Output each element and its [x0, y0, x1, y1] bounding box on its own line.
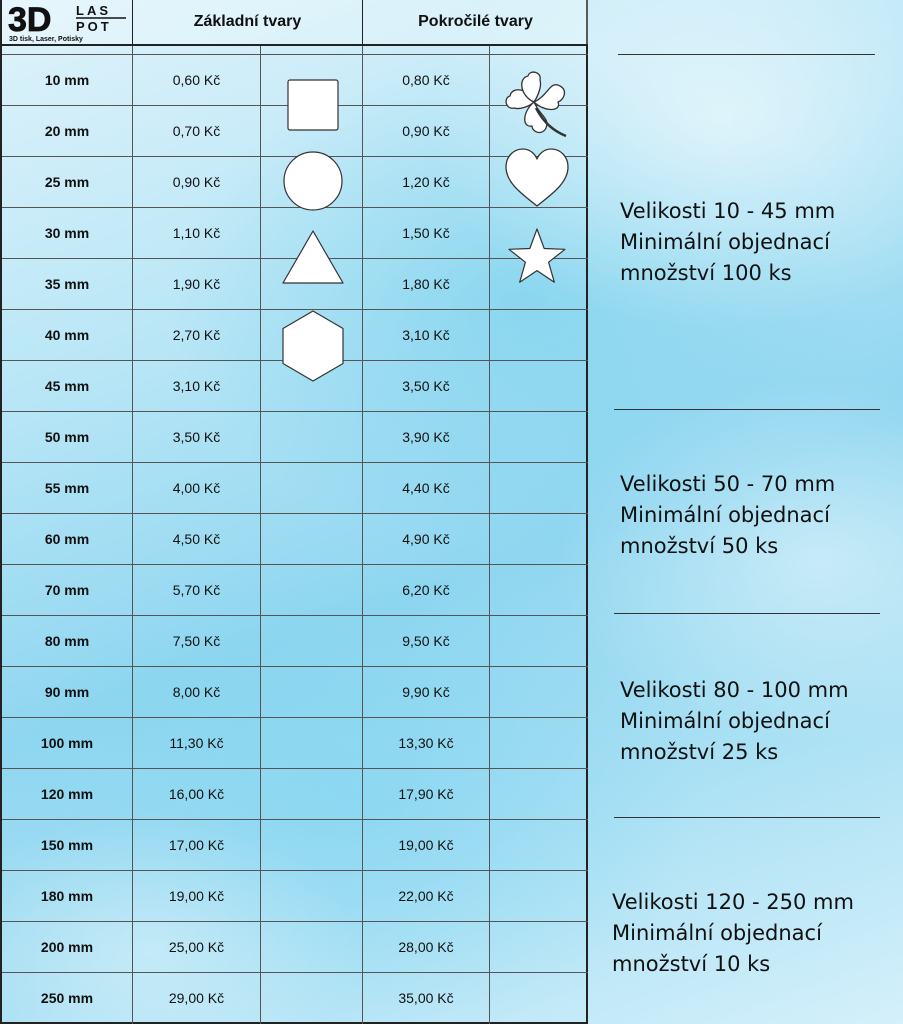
basic-price-cell: 8,00 Kč — [172, 684, 221, 700]
triangle-icon — [280, 228, 346, 286]
divider — [489, 46, 490, 1024]
basic-price-cell: 1,10 Kč — [172, 225, 221, 241]
basic-price-cell: 3,50 Kč — [172, 429, 221, 445]
info-min-order-label: Minimální objednací — [620, 709, 830, 733]
size-cell: 60 mm — [44, 531, 90, 547]
table-row — [2, 870, 588, 921]
separator-line — [614, 613, 880, 614]
info-sizes: Velikosti 80 - 100 mm — [620, 678, 849, 702]
separator-line — [614, 409, 880, 410]
info-min-quantity: množství 25 ks — [620, 740, 779, 764]
advanced-price-cell: 9,50 Kč — [402, 633, 450, 649]
size-cell: 180 mm — [40, 888, 94, 904]
size-cell: 90 mm — [44, 684, 90, 700]
size-cell: 40 mm — [44, 327, 90, 343]
info-block-1 — [620, 196, 835, 289]
basic-price-cell: 7,50 Kč — [172, 633, 221, 649]
advanced-price-cell: 0,80 Kč — [402, 72, 450, 88]
info-block-3 — [620, 675, 849, 768]
logo-top: LAS — [76, 3, 111, 18]
basic-price-cell: 29,00 Kč — [168, 990, 225, 1006]
advanced-price-cell: 13,30 Kč — [398, 735, 454, 751]
size-cell: 120 mm — [40, 786, 94, 802]
logo-tagline: 3D tisk, Laser, Potisky — [9, 36, 83, 43]
advanced-price-cell: 0,90 Kč — [402, 123, 450, 139]
info-min-quantity: množství 50 ks — [620, 534, 779, 558]
size-cell: 70 mm — [44, 582, 90, 598]
logo-main: 3D — [8, 2, 52, 39]
info-block-2 — [620, 469, 835, 562]
table-row — [2, 972, 588, 1023]
size-cell: 80 mm — [44, 633, 90, 649]
advanced-price-cell: 3,50 Kč — [402, 378, 450, 394]
advanced-price-cell: 9,90 Kč — [402, 684, 450, 700]
info-min-order-label: Minimální objednací — [612, 921, 822, 945]
divider — [132, 46, 133, 1024]
basic-price-cell: 3,10 Kč — [172, 378, 221, 394]
info-min-quantity: množství 100 ks — [620, 261, 792, 285]
advanced-price-cell: 19,00 Kč — [398, 837, 454, 853]
size-cell: 55 mm — [44, 480, 90, 496]
table-row — [2, 717, 588, 768]
table-row — [2, 564, 588, 615]
advanced-price-cell: 3,10 Kč — [402, 327, 450, 343]
logo-bottom: POT — [76, 19, 112, 34]
advanced-price-cell: 22,00 Kč — [398, 888, 454, 904]
basic-price-cell: 19,00 Kč — [168, 888, 225, 904]
circle-icon — [282, 150, 344, 212]
basic-price-cell: 25,00 Kč — [168, 939, 225, 955]
basic-price-cell: 17,00 Kč — [168, 837, 225, 853]
info-block-4 — [612, 887, 854, 980]
hexagon-icon — [280, 309, 346, 383]
basic-price-cell: 4,00 Kč — [172, 480, 221, 496]
basic-price-cell: 2,70 Kč — [172, 327, 221, 343]
info-min-quantity: množství 10 ks — [612, 952, 771, 976]
table-row — [2, 411, 588, 462]
basic-price-cell: 1,90 Kč — [172, 276, 221, 292]
advanced-price-cell: 3,90 Kč — [402, 429, 450, 445]
info-min-order-label: Minimální objednací — [620, 503, 830, 527]
size-cell: 35 mm — [44, 276, 90, 292]
table-row — [2, 615, 588, 666]
basic-price-cell: 11,30 Kč — [169, 735, 224, 751]
advanced-price-cell: 17,90 Kč — [398, 786, 454, 802]
advanced-price-cell: 1,50 Kč — [402, 225, 450, 241]
size-cell: 30 mm — [44, 225, 90, 241]
size-cell: 50 mm — [44, 429, 90, 445]
size-cell: 25 mm — [44, 174, 90, 190]
star-icon — [506, 226, 568, 286]
basic-price-cell: 0,70 Kč — [172, 123, 221, 139]
size-cell: 150 mm — [40, 837, 94, 853]
size-cell: 45 mm — [44, 378, 90, 394]
logo-cell — [2, 0, 133, 46]
info-sizes: Velikosti 120 - 250 mm — [612, 890, 854, 914]
table-row — [2, 819, 588, 870]
divider — [260, 46, 261, 1024]
advanced-price-cell: 1,80 Kč — [402, 276, 450, 292]
square-icon — [286, 78, 340, 132]
size-cell: 10 mm — [44, 72, 90, 88]
table-row — [2, 768, 588, 819]
basic-price-cell: 4,50 Kč — [172, 531, 221, 547]
advanced-price-cell: 28,00 Kč — [398, 939, 454, 955]
basic-price-cell: 16,00 Kč — [168, 786, 225, 802]
advanced-price-cell: 1,20 Kč — [402, 174, 450, 190]
advanced-price-cell: 6,20 Kč — [402, 582, 450, 598]
basic-price-cell: 5,70 Kč — [172, 582, 221, 598]
header-advanced-shapes: Pokročilé tvary — [363, 0, 588, 46]
heart-icon — [503, 146, 571, 210]
table-row — [2, 921, 588, 972]
size-cell: 200 mm — [40, 939, 94, 955]
separator-line — [614, 817, 880, 818]
separator-line — [618, 54, 875, 55]
table-row — [2, 666, 588, 717]
header-basic-shapes: Základní tvary — [133, 0, 363, 46]
size-cell: 100 mm — [40, 735, 94, 751]
clover-icon — [500, 68, 570, 144]
info-sizes: Velikosti 50 - 70 mm — [620, 472, 836, 496]
info-sizes: Velikosti 10 - 45 mm — [620, 199, 836, 223]
advanced-price-cell: 4,40 Kč — [402, 480, 450, 496]
divider — [362, 46, 363, 1024]
company-logo — [6, 2, 130, 44]
size-cell: 20 mm — [44, 123, 90, 139]
info-min-order-label: Minimální objednací — [620, 230, 830, 254]
table-row — [2, 513, 588, 564]
advanced-price-cell: 4,90 Kč — [402, 531, 450, 547]
size-cell: 250 mm — [40, 990, 94, 1006]
basic-price-cell: 0,60 Kč — [172, 72, 221, 88]
table-row — [2, 462, 588, 513]
basic-price-cell: 0,90 Kč — [172, 174, 221, 190]
advanced-price-cell: 35,00 Kč — [398, 990, 454, 1006]
